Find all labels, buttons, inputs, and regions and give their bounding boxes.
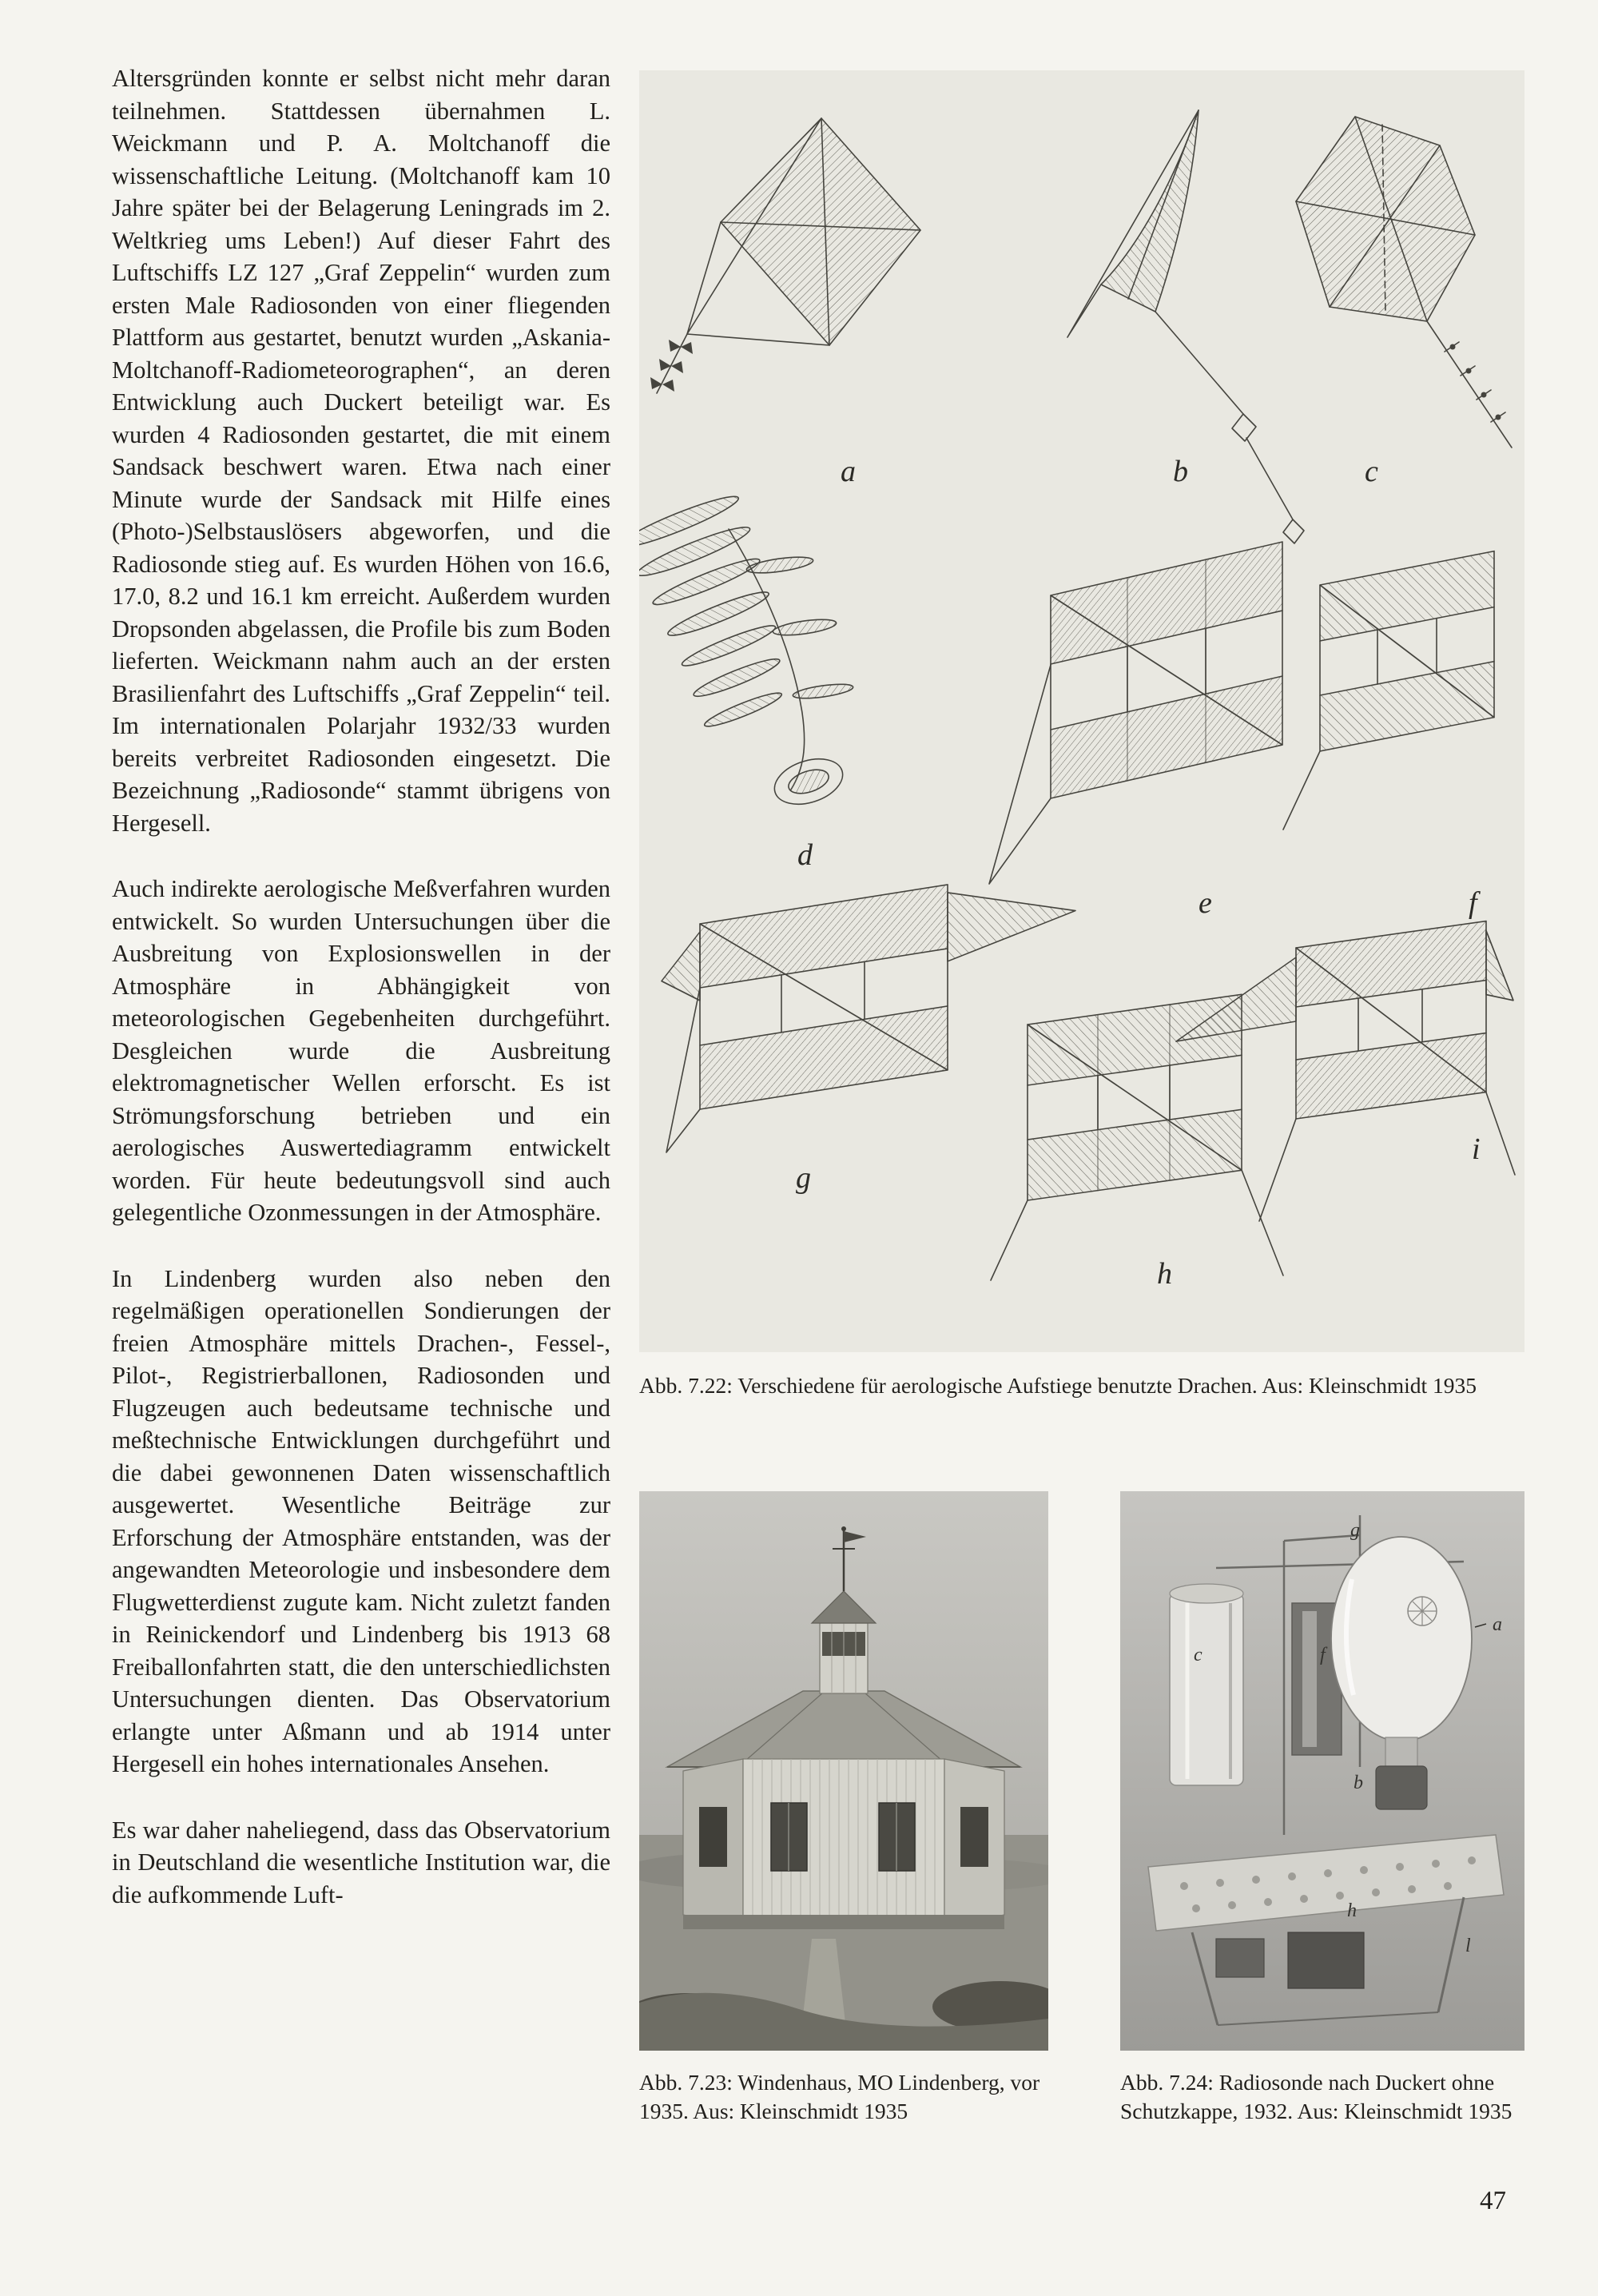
kite-h [991, 994, 1283, 1280]
left-cylinder [1170, 1584, 1243, 1785]
figure-7-24-radiosonde-photo [1120, 1491, 1524, 2051]
annotation-a: a [1493, 1614, 1502, 1635]
building-walls [683, 1759, 1004, 1929]
kite-label-b: b [1173, 455, 1188, 488]
windenhaus-photo-illustration [639, 1491, 1048, 2051]
figure-7-23-windenhaus-photo [639, 1491, 1048, 2051]
kite-label-f: f [1469, 886, 1477, 920]
kite-drawings-illustration [639, 70, 1524, 1352]
annotation-g: g [1350, 1520, 1360, 1541]
annotation-l: l [1465, 1936, 1471, 1956]
kite-d [639, 490, 854, 812]
kite-label-h: h [1157, 1257, 1172, 1291]
window-side-left [699, 1807, 727, 1867]
kite-c [1296, 117, 1512, 448]
kite-i [1176, 917, 1515, 1221]
kite-label-e: e [1198, 886, 1212, 920]
annotation-f: f [1320, 1645, 1326, 1665]
kite-label-a: a [841, 455, 856, 488]
kite-e [989, 542, 1282, 884]
page-number: 47 [1480, 2187, 1506, 2215]
radiosonde-photo-illustration [1120, 1491, 1524, 2051]
kite-label-i: i [1472, 1132, 1481, 1166]
paragraph-2: Auch indirekte aerologische Meßverfahren wurden entwickelt. So wurden Untersuchungen über die Ausbreitung von Explosionswellen in der Atmosphäre in Abhängigkeit von meteorologischen Gegebenheiten durchgeführt. Desgleichen wurde die Ausbreitung elektromagnetischer Wellen erforscht. Es ist Strömungsforschung betrieben und ein aerologisches Auswertediagramm entwickelt worden. Für heute bedeutungsvoll sind auch gelegentliche Ozonmessungen in der Atmosphäre. [112, 875, 610, 1226]
annotation-b: b [1354, 1773, 1363, 1793]
caption-fig-7-24: Abb. 7.24: Radiosonde nach Duckert ohne Schutzkappe, 1932. Aus: Kleinschmidt 1935 [1120, 2070, 1513, 2123]
kite-label-d: d [797, 838, 813, 872]
kite-a [650, 118, 920, 393]
kite-f [1283, 551, 1494, 830]
kite-label-c: c [1365, 455, 1378, 488]
kite-g [662, 865, 1075, 1152]
paragraph-1: Altersgründen konnte er selbst nicht mehr daran teilnehmen. Stattdessen übernahmen L. Weickmann und P. A. Moltchanoff die wissenschaftliche Leitung. (Moltchanoff kam 10 Jahre später bei der Belagerung Leningrads im 2. Weltkrieg ums Leben!) Auf dieser Fahrt des Luftschiffs LZ 127 „Graf Zeppelin“ wurden zum ersten Male Radiosonden von einer fliegenden Plattform aus gestartet, benutzt wurden „Askania-Moltchanoff-Radiometeorographen“, an deren Entwicklung auch Duckert beteiligt war. Es wurden 4 Radiosonden gestartet, die mit einem Sandsack beschwert waren. Etwa nach einer Minute wurde der Sandsack mit Hilfe eines (Photo-)Selbstauslösers abgeworfen, und die Radiosonde stieg auf. Es wurden Höhen von 16.6, 17.0, 8.2 und 16.1 km erreicht. Außerdem wurden Dropsonden abgelassen, die Profile bis zum Boden lieferten. Weickmann nahm auch an der ersten Brasilienfahrt des Luftschiffs „Graf Zeppelin“ teil. Im internationalen Polarjahr 1932/33 wurden bereits verbreitet Radiosonden eingesetzt. Die Bezeichnung „Radiosonde“ stammt übrigens von Hergesell. [112, 65, 610, 837]
kite-label-g: g [796, 1161, 811, 1195]
window-side-right [960, 1807, 988, 1867]
figure-7-22-kite-drawings [639, 70, 1524, 1352]
annotation-h: h [1347, 1900, 1357, 1921]
annotation-c: c [1194, 1645, 1202, 1665]
caption-fig-7-22: Abb. 7.22: Verschiedene für aerologische Aufstiege benutzte Drachen. Aus: Kleinschmidt 1935 [639, 1373, 1477, 1398]
paragraph-4: Es war daher naheliegend, dass das Observatorium in Deutschland die wesentliche Institution war, die die aufkommende Luft- [112, 1816, 610, 1908]
paragraph-3: In Lindenberg wurden also neben den regelmäßigen operationellen Sondierungen der freien Atmosphäre mittels Drachen-, Fessel-, Pilot-, Registrierballonen, Radiosonden und Flugzeugen auch bedeutsame technische und meßtechnische Entwicklungen durchgeführt und die dabei gewonnenen Daten wissenschaftlich ausgewertet. Wesentliche Beiträge zur Erforschung der Atmosphäre entstanden, was der angewandten Meteorologie und insbesondere dem Flugwetterdienst zugute kam. Nicht zuletzt fanden in Reinickendorf und Lindenberg bis 1913 68 Freiballonfahrten statt, die den unterschiedlichsten Untersuchungen dienten. Das Observatorium erlangte unter Aßmann und ab 1914 unter Hergesell ein hohes internationales Ansehen. [112, 1264, 610, 1777]
text-column [112, 62, 610, 1944]
caption-fig-7-23: Abb. 7.23: Windenhaus, MO Lindenberg, vor 1935. Aus: Kleinschmidt 1935 [639, 2070, 1040, 2123]
